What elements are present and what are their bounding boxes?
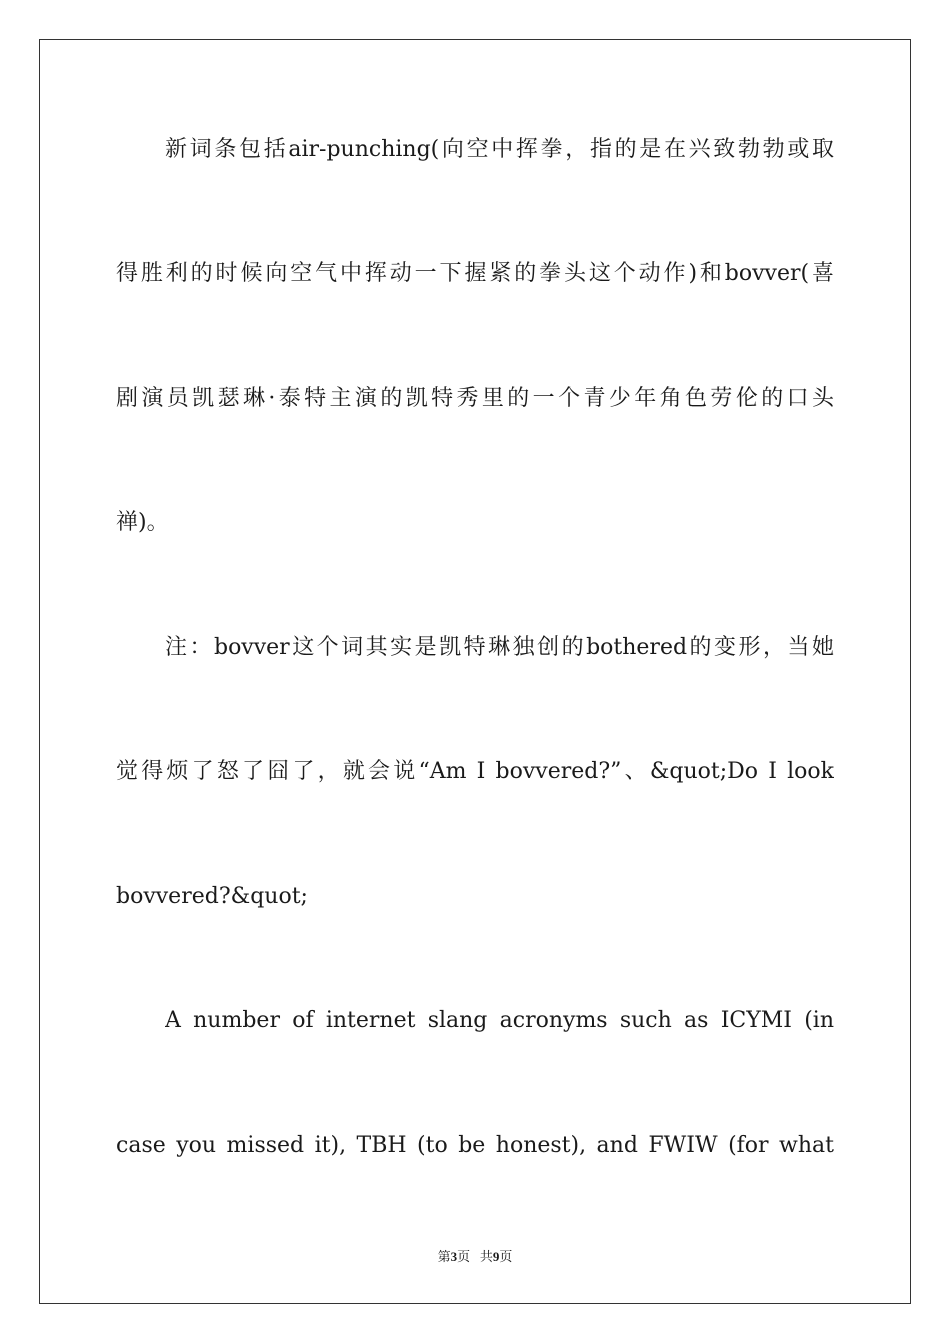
text-line-2: 得胜利的时候向空气中挥动一下握紧的拳头这个动作)和bovver(喜 xyxy=(116,261,834,286)
page-border xyxy=(39,39,911,1304)
text-line-7: bovvered?&quot; xyxy=(116,884,308,909)
text-line-5: 注：bovver这个词其实是凯特琳独创的bothered的变形，当她 xyxy=(165,635,834,660)
text-line-8: A number of internet slang acronyms such as ICYMI (in xyxy=(165,1008,834,1033)
page-footer xyxy=(0,1246,950,1265)
footer-page-number: 3 xyxy=(450,1249,458,1264)
footer-total-prefix: 共 xyxy=(479,1249,493,1264)
text-line-4: 禅)。 xyxy=(116,510,169,535)
text-line-3: 剧演员凯瑟琳·泰特主演的凯特秀里的一个青少年角色劳伦的口头 xyxy=(116,386,834,411)
text-line-9: case you missed it), TBH (to be honest), and FWIW (for what xyxy=(116,1133,834,1158)
footer-page-suffix: 页 xyxy=(457,1249,471,1264)
text-line-1: 新词条包括air-punching(向空中挥拳，指的是在兴致勃勃或取 xyxy=(165,137,834,162)
footer-total-pages: 9 xyxy=(492,1249,500,1264)
footer-prefix: 第 xyxy=(437,1249,451,1264)
text-line-6: 觉得烦了怒了囧了，就会说“Am I bovvered?”、&quot;Do I look xyxy=(116,759,834,784)
footer-total-suffix: 页 xyxy=(499,1249,513,1264)
